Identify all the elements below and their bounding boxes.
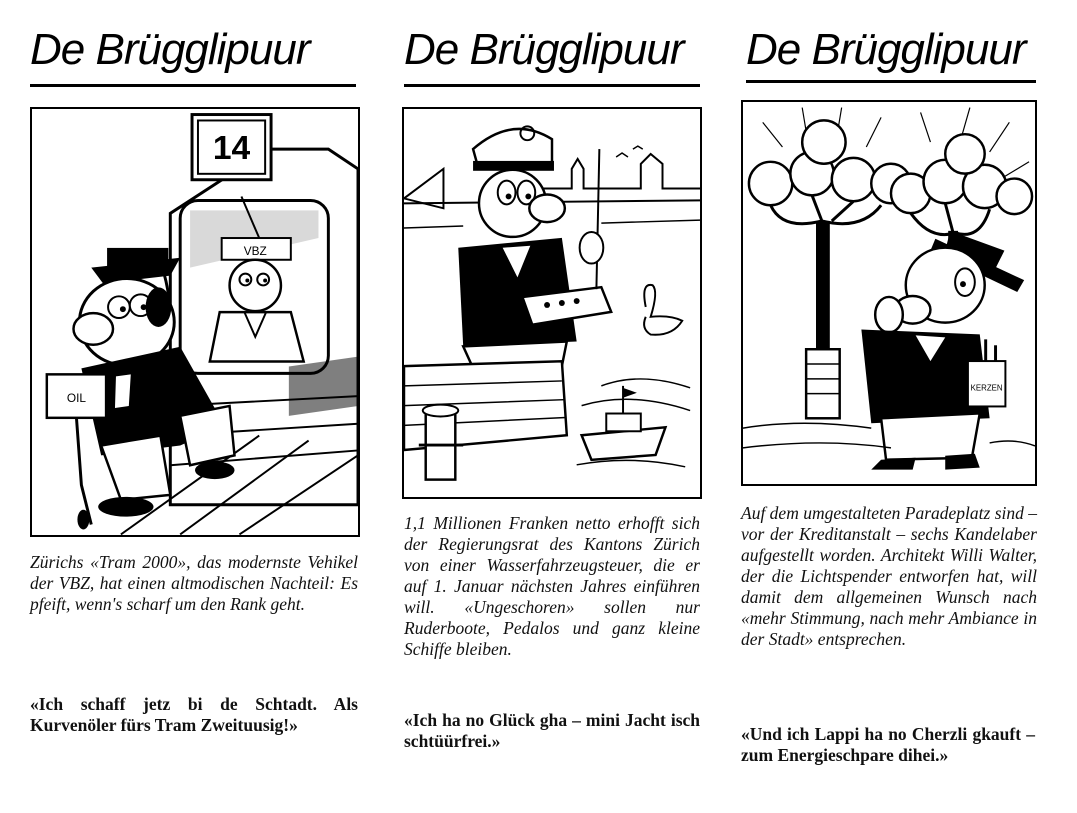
comic-1-illustration xyxy=(30,107,360,537)
comic-3-quote: «Und ich Lappi ha no Cherzli gkauft – zum Energieschpare dihei.» xyxy=(741,724,1035,765)
comic-3-illustration xyxy=(741,100,1037,486)
comic-1-title: De Brügglipuur xyxy=(30,25,310,74)
comic-1-caption: Zürichs «Tram 2000», das modernste Vehikel der VBZ, hat einen altmodischen Nachteil: Es pfeift, wenn's scharf um den Rank geht. xyxy=(30,552,358,614)
comic-2-caption: 1,1 Millionen Franken netto erhofft sich der Regierungsrat des Kantons Zürich von einer Wasserfahrzeugsteuer, die er auf 1. Januar nächsten Jahres einführen will. «Ungeschoren» sollen nur Ruderboote, Pedalos und ganz kleine Schiffe bleiben. xyxy=(404,513,700,659)
comic-2-title: De Brügglipuur xyxy=(404,25,684,74)
comic-1-title-rule xyxy=(30,84,356,87)
yacht-captain-drawing xyxy=(404,109,700,497)
driver-cap-label: VBZ xyxy=(243,243,267,258)
comic-2-title-rule xyxy=(404,84,700,87)
comic-3-title: De Brügglipuur xyxy=(746,25,1026,74)
candle-box-label: KERZEN xyxy=(970,383,1003,393)
comic-3-title-rule xyxy=(746,80,1036,83)
oil-can-label: OIL xyxy=(66,391,87,406)
comic-1-quote: «Ich schaff jetz bi de Schtadt. Als Kurvenöler fürs Tram Zweituusig!» xyxy=(30,694,358,735)
tram-line-number: 14 xyxy=(212,130,251,167)
comic-3-caption: Auf dem umgestalteten Paradeplatz sind – vor der Kreditanstalt – sechs Kandelaber aufgestellt worden. Architekt Willi Walter, der die Lichtspender entworfen hat, will damit dem allgemeinen Wunsch nach «mehr Stimmung, nach mehr Ambiance in der Stadt» entsprechen. xyxy=(741,503,1038,649)
tram-oiler-drawing xyxy=(32,109,358,535)
comic-2-illustration xyxy=(402,107,702,499)
comic-2-quote: «Ich ha no Glück gha – mini Jacht isch schtüürfrei.» xyxy=(404,710,700,751)
candelabra-drawing xyxy=(743,102,1035,484)
